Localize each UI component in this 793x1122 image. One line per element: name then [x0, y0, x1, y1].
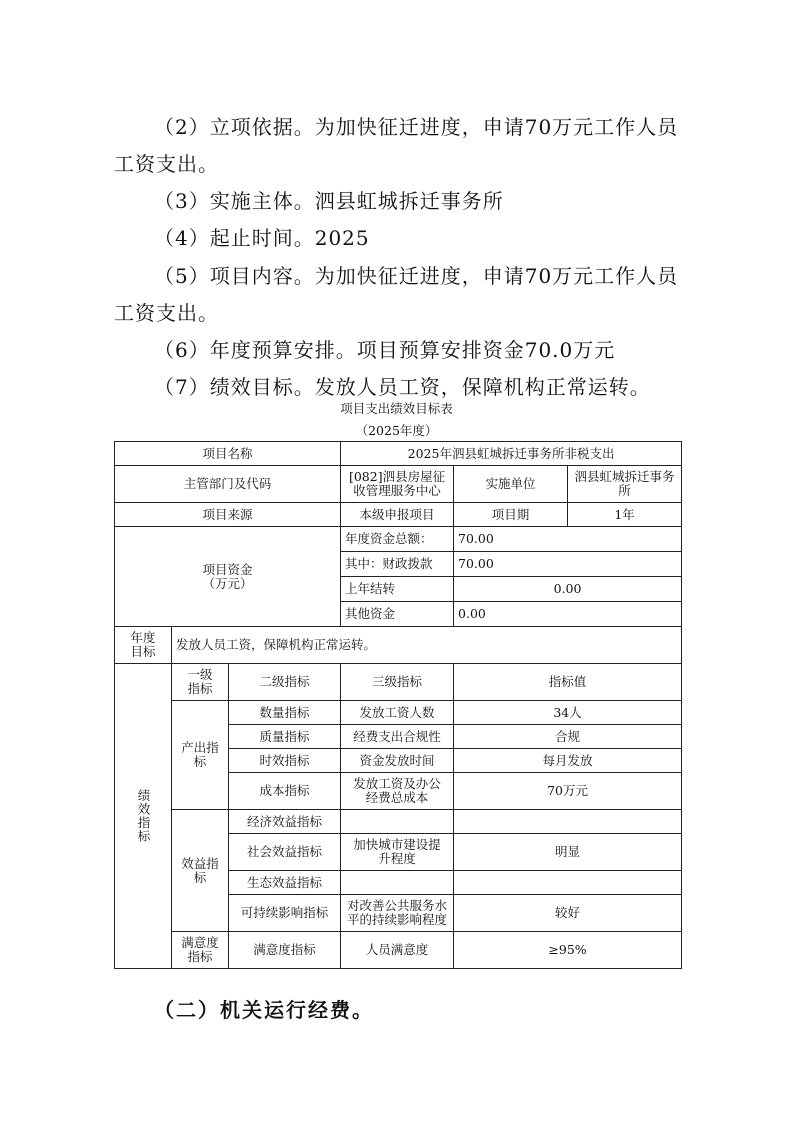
- table-year: （2025年度）: [355, 423, 438, 438]
- row-value: [454, 810, 682, 834]
- impl-unit-label: 实施单位: [454, 466, 568, 503]
- p1-line2: 工资支出。: [114, 152, 219, 176]
- p1-line1: （2）立项依据。为加快征迁进度，申请70万元工作人员: [154, 115, 679, 139]
- table-row: [115, 466, 682, 503]
- row-l3: [341, 810, 454, 834]
- perf-label: 绩效指标: [115, 664, 172, 969]
- row-l2: 时效指标: [229, 749, 341, 773]
- row-value: 合规: [454, 725, 682, 749]
- row-value: 明显: [454, 834, 682, 871]
- table-row: [115, 442, 682, 466]
- table-row: [115, 527, 682, 552]
- row-l2: 经济效益指标: [229, 810, 341, 834]
- table-row: [115, 503, 682, 527]
- funds-label: 项目资金（万元）: [115, 527, 341, 627]
- table-row: [115, 627, 682, 664]
- funds-total-label: 年度资金总额：: [341, 527, 454, 552]
- table-row: [115, 701, 682, 725]
- project-name-label: 项目名称: [115, 442, 341, 466]
- row-value: 每月发放: [454, 749, 682, 773]
- impl-unit-value: 泗县虹城拆迁事务所: [568, 466, 682, 503]
- period-value: 1年: [568, 503, 682, 527]
- row-value: 较好: [454, 895, 682, 932]
- col-value: 指标值: [454, 664, 682, 701]
- row-l2: 社会效益指标: [229, 834, 341, 871]
- row-l3: 经费支出合规性: [341, 725, 454, 749]
- funds-fiscal-label: 其中：财政拨款: [341, 552, 454, 577]
- row-l3: 对改善公共服务水平的持续影响程度: [341, 895, 454, 932]
- row-l3: [341, 871, 454, 895]
- funds-carry-label: 上年结转: [341, 577, 454, 602]
- row-l2: 生态效益指标: [229, 871, 341, 895]
- section-heading: （二）机关运行经费。: [154, 998, 374, 1022]
- funds-total-value: 70.00: [454, 527, 682, 552]
- dept-label: 主管部门及代码: [115, 466, 341, 503]
- output-label: 产出指标: [172, 701, 229, 810]
- annual-goal: 发放人员工资，保障机构正常运转。: [172, 627, 682, 664]
- row-l2: 可持续影响指标: [229, 895, 341, 932]
- row-l2: 满意度指标: [229, 932, 341, 969]
- table-row: [115, 664, 682, 701]
- col-level1: 一级指标: [172, 664, 229, 701]
- row-value: 34人: [454, 701, 682, 725]
- row-l2: 成本指标: [229, 773, 341, 810]
- p4-line2: 工资支出。: [114, 301, 219, 325]
- row-l3: 发放工资及办公经费总成本: [341, 773, 454, 810]
- project-name: 2025年泗县虹城拆迁事务所非税支出: [341, 442, 682, 466]
- col-level2: 二级指标: [229, 664, 341, 701]
- satisfaction-label: 满意度指标: [172, 932, 229, 969]
- p6: （7）绩效目标。发放人员工资，保障机构正常运转。: [154, 375, 651, 399]
- p3: （4）起止时间。2025: [154, 226, 370, 250]
- funds-fiscal-value: 70.00: [454, 552, 682, 577]
- source-value: 本级申报项目: [341, 503, 454, 527]
- source-label: 项目来源: [115, 503, 341, 527]
- funds-other-label: 其他资金: [341, 602, 454, 627]
- performance-table: [114, 441, 682, 969]
- table-title: 项目支出绩效目标表: [340, 401, 453, 416]
- row-l2: 质量指标: [229, 725, 341, 749]
- table-row: [115, 810, 682, 834]
- funds-other-value: 0.00: [454, 602, 682, 627]
- benefit-label: 效益指标: [172, 810, 229, 932]
- row-l2: 数量指标: [229, 701, 341, 725]
- row-l3: 资金发放时间: [341, 749, 454, 773]
- row-value: [454, 871, 682, 895]
- table-row: [115, 932, 682, 969]
- p4-line1: （5）项目内容。为加快征迁进度，申请70万元工作人员: [154, 264, 679, 288]
- annual-goal-label: 年度目标: [115, 627, 172, 664]
- row-l3: 发放工资人数: [341, 701, 454, 725]
- funds-carry-value: 0.00: [454, 577, 682, 602]
- row-l3: 加快城市建设提升程度: [341, 834, 454, 871]
- p2: （3）实施主体。泗县虹城拆迁事务所: [154, 189, 504, 213]
- dept-value: [082]泗县房屋征收管理服务中心: [341, 466, 454, 503]
- row-l3: 人员满意度: [341, 932, 454, 969]
- col-level3: 三级指标: [341, 664, 454, 701]
- period-label: 项目期: [454, 503, 568, 527]
- row-value: ≥95%: [454, 932, 682, 969]
- p5: （6）年度预算安排。项目预算安排资金70.0万元: [154, 338, 616, 362]
- row-value: 70万元: [454, 773, 682, 810]
